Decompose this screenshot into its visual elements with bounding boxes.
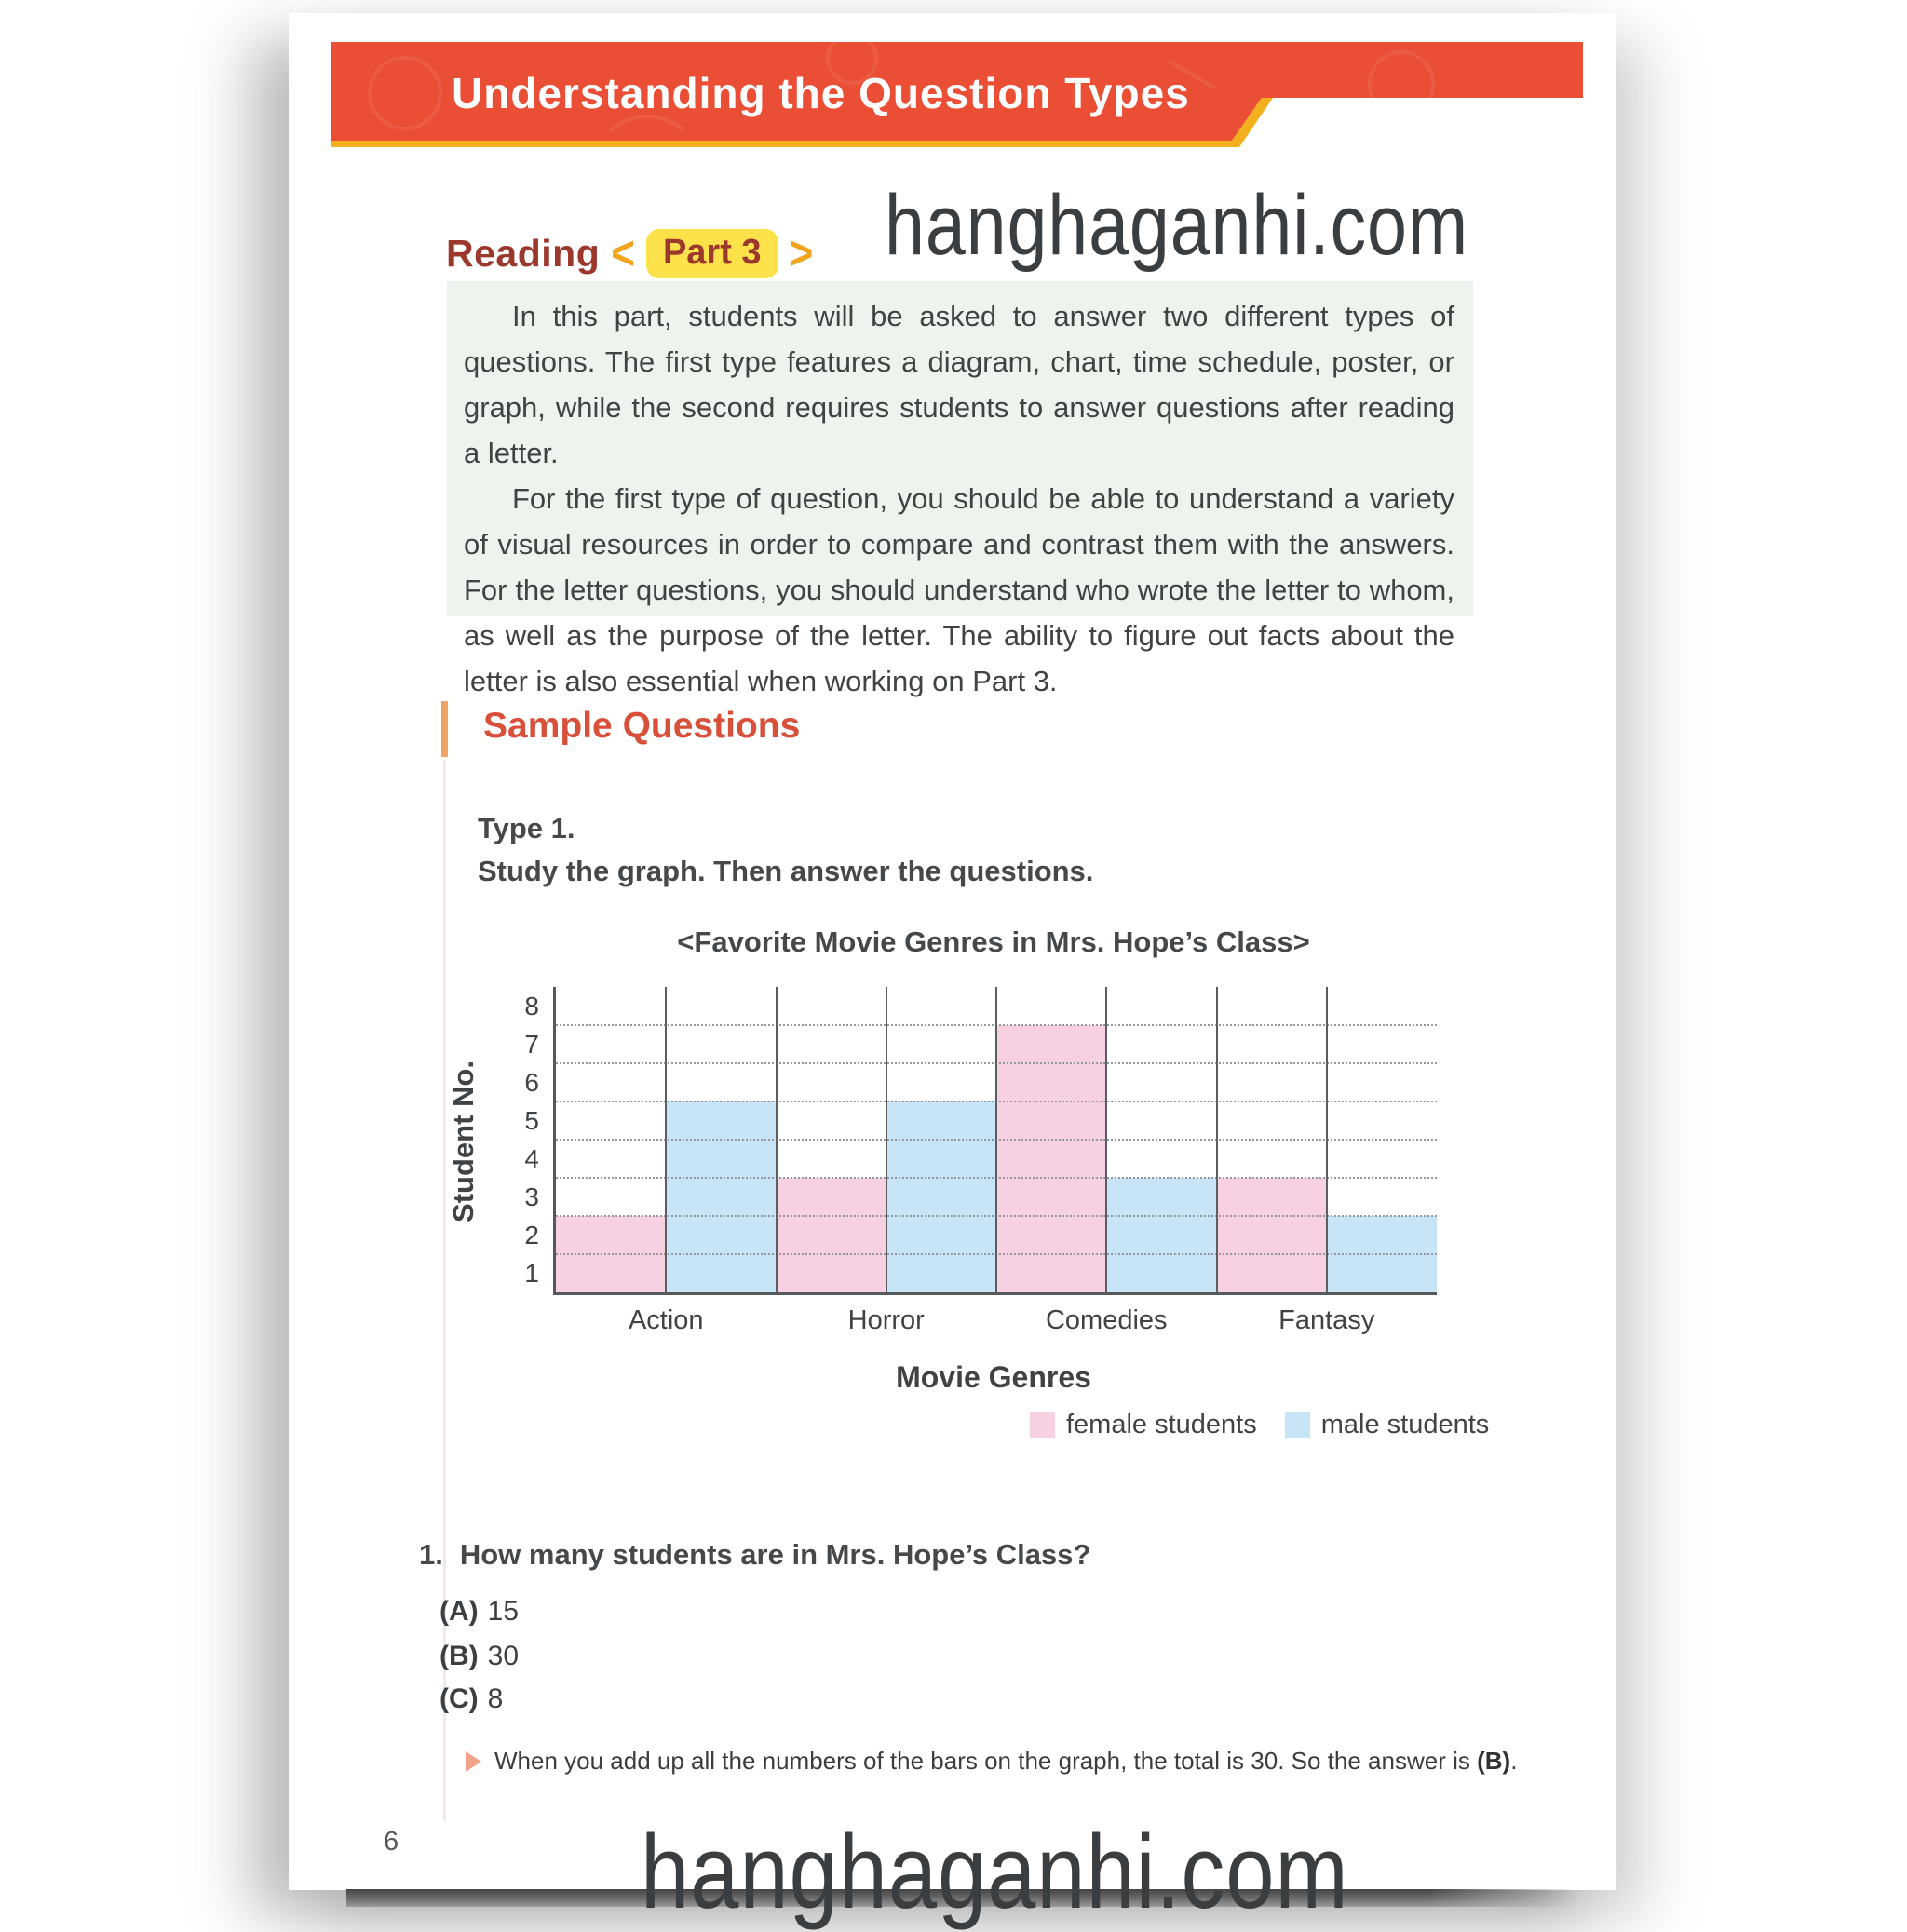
y-tick-1: 1	[524, 1258, 539, 1288]
chart-x-axis-title: Movie Genres	[896, 1360, 1091, 1394]
instruction-text: Study the graph. Then answer the questions.	[478, 855, 1094, 887]
watermark-top: hanghaganhi.com	[885, 178, 1469, 273]
option-a: (A) 15	[440, 1596, 520, 1627]
bar-separator-1	[665, 987, 667, 1292]
book-page	[289, 13, 1616, 1890]
x-tick-horror: Horror	[847, 1305, 925, 1335]
type-label: Type 1.	[478, 812, 575, 844]
section-heading-row	[446, 226, 814, 280]
sample-questions-heading: Sample Questions	[483, 706, 801, 746]
option-b: (B) 30	[440, 1641, 520, 1671]
y-tick-4: 4	[524, 1143, 539, 1173]
chevron-left-icon: <	[611, 226, 635, 280]
bar-action-male	[666, 1101, 776, 1292]
bar-separator-3	[886, 987, 887, 1292]
chart-plot	[524, 987, 1437, 1335]
x-tick-comedies: Comedies	[1045, 1305, 1168, 1335]
legend-swatch-male	[1285, 1412, 1310, 1438]
intro-paragraph-1: In this part, students will be asked to answer two different types of questions. The first type features a diagram, chart, time schedule, poster, or graph, while the second requires students to answer questions after reading a letter.	[464, 300, 1454, 469]
bar-horror-male	[886, 1101, 996, 1292]
chapter-banner	[331, 42, 1583, 147]
part-3-badge: Part 3	[646, 229, 778, 278]
chevron-right-icon: >	[789, 226, 814, 280]
page-number: 6	[384, 1827, 399, 1857]
banner-title: Understanding the Question Types	[452, 69, 1190, 117]
y-tick-3: 3	[524, 1182, 539, 1211]
option-c: (C) 8	[440, 1683, 504, 1714]
y-tick-8: 8	[524, 991, 539, 1020]
bar-separator-6	[1216, 987, 1218, 1292]
y-tick-5: 5	[524, 1105, 539, 1135]
triangle-bullet-icon	[466, 1751, 481, 1772]
legend-label-male: male students	[1320, 1410, 1490, 1439]
answer-explanation	[466, 1747, 1517, 1776]
x-tick-action: Action	[628, 1305, 704, 1335]
legend-swatch-female	[1030, 1412, 1055, 1438]
chart-legend	[1030, 1410, 1489, 1440]
question-text: How many students are in Mrs. Hope’s Class?	[459, 1538, 1091, 1571]
intro-panel	[447, 281, 1473, 697]
question-number: 1.	[419, 1538, 443, 1571]
explanation-text: When you add up all the numbers of the bars on the graph, the total is 30. So the answer is (B).	[494, 1747, 1518, 1775]
bar-separator-7	[1326, 987, 1328, 1292]
x-tick-fantasy: Fantasy	[1278, 1305, 1375, 1335]
reading-label: Reading	[446, 232, 601, 275]
question-row	[419, 1538, 1090, 1572]
chart-y-axis-title: Student No.	[447, 1061, 480, 1223]
sample-heading-accent-bar	[441, 701, 448, 757]
bar-separator-2	[776, 987, 778, 1292]
bar-horror-female	[777, 1178, 886, 1292]
intro-paragraph-2: For the first type of question, you should be able to understand a variety of visual resources in order to compare and contrast them with the answers. For the letter questions, you should understand who wrote the letter to whom, as well as the purpose of the letter. The ability to figure out facts about the letter is also essential when working on Part 3.	[464, 482, 1454, 697]
legend-item-male	[1285, 1410, 1490, 1440]
legend-item-female	[1030, 1410, 1257, 1440]
legend-label-female: female students	[1066, 1410, 1257, 1439]
watermark-bottom: hanghaganhi.com	[641, 1814, 1349, 1930]
bar-fantasy-female	[1217, 1178, 1327, 1292]
y-tick-6: 6	[524, 1067, 539, 1097]
bar-separator-4	[995, 987, 997, 1292]
y-tick-2: 2	[524, 1220, 539, 1250]
y-tick-7: 7	[524, 1029, 539, 1059]
bar-separator-5	[1105, 987, 1107, 1292]
bar-comedies-male	[1106, 1178, 1216, 1292]
bar-comedies-female	[996, 1025, 1106, 1292]
chart-title: <Favorite Movie Genres in Mrs. Hope’s Class>	[677, 925, 1310, 958]
